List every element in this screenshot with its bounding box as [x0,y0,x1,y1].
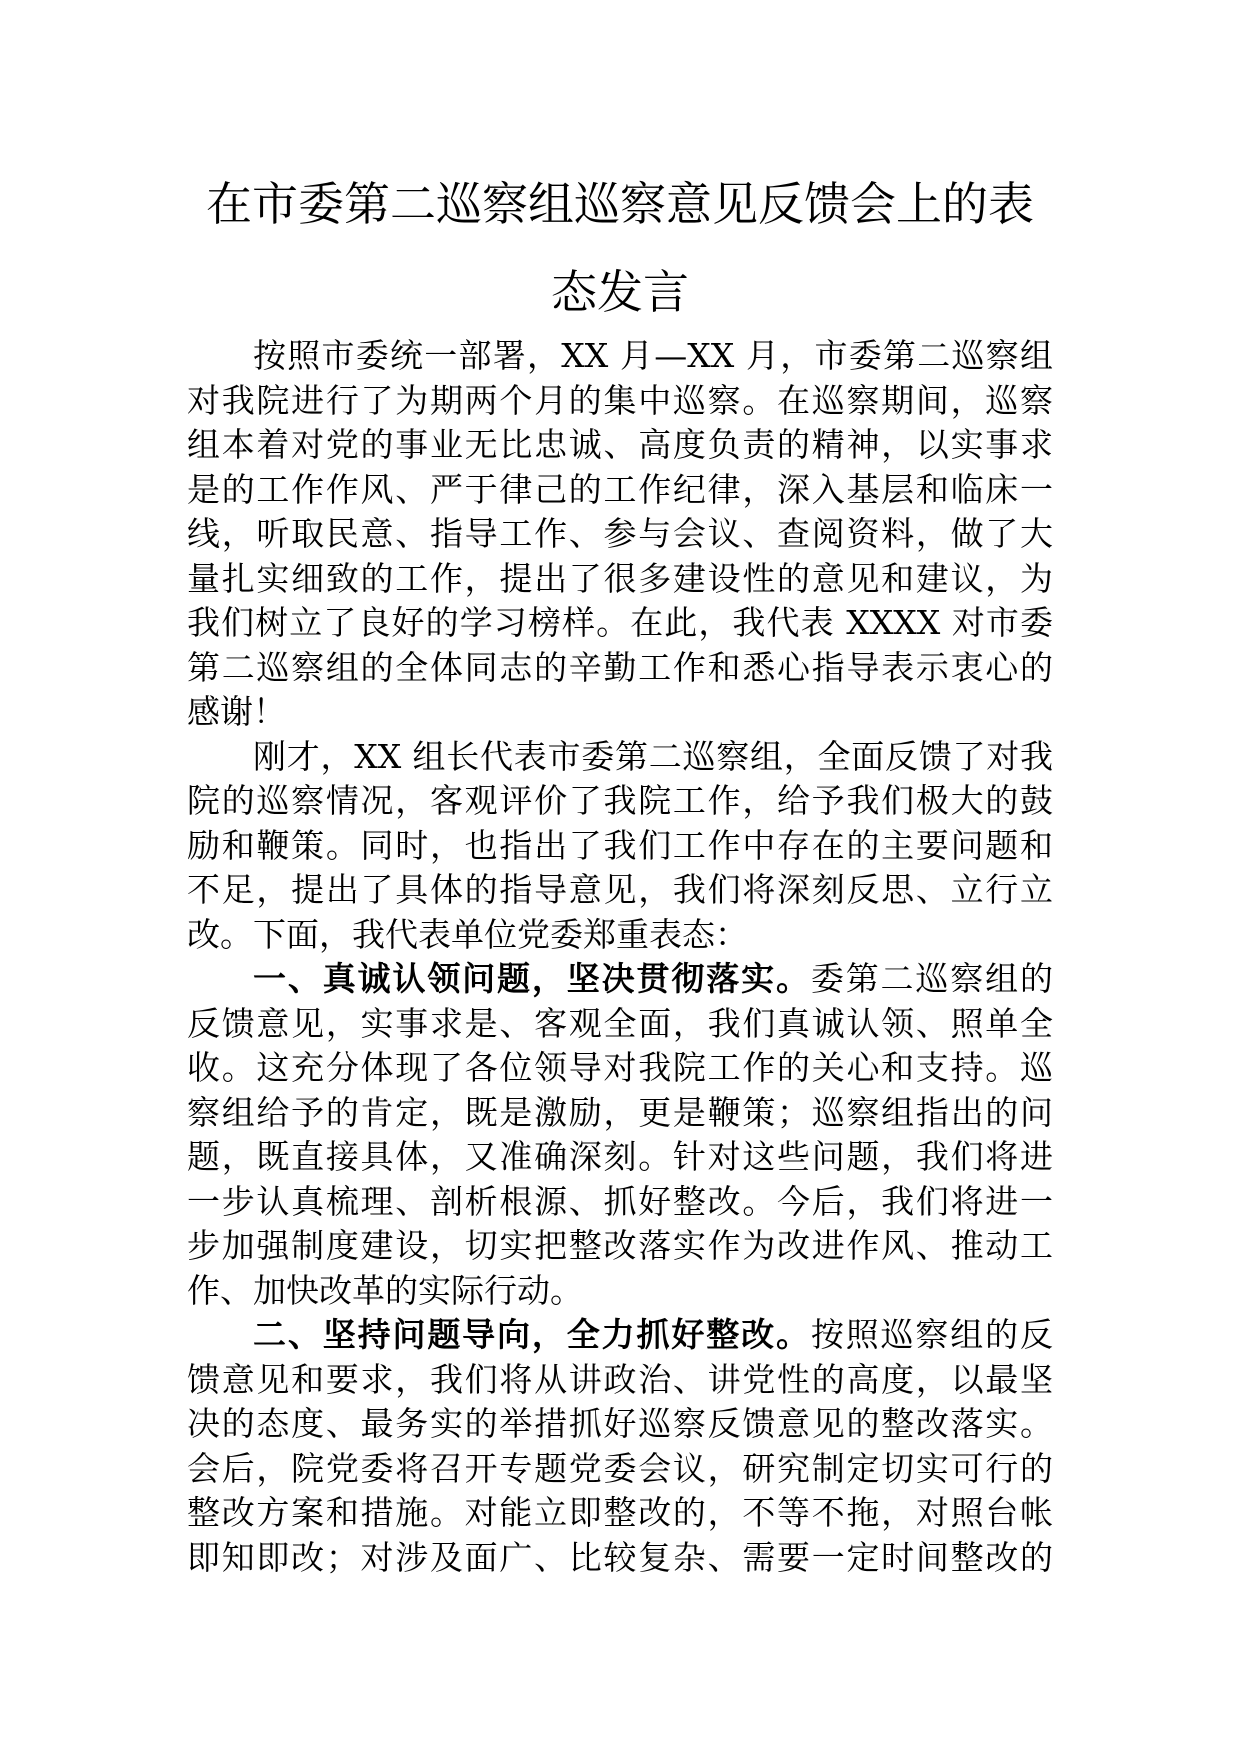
paragraph-line: 一步认真梳理、剖析根源、抓好整改。今后，我们将进一 [187,1181,1053,1221]
paragraph-line: 励和鞭策。同时，也指出了我们工作中存在的主要问题和 [187,825,1053,865]
paragraph-line: 步加强制度建设，切实把整改落实作为改进作风、推动工 [187,1226,1053,1265]
paragraph-line: 整改方案和措施。对能立即整改的，不等不拖，对照台帐 [187,1493,1053,1532]
paragraph-line: 收。这充分体现了各位领导对我院工作的关心和支持。巡 [187,1048,1053,1087]
paragraph-line: 是的工作作风、严于律己的工作纪律，深入基层和临床一 [187,469,1053,509]
paragraph-line: 题，既直接具体，又准确深刻。针对这些问题，我们将进 [187,1137,1053,1176]
paragraph-line: 量扎实细致的工作，提出了很多建设性的意见和建议，为 [187,558,1053,598]
title-line: 态发言 [551,265,689,319]
paragraph-line: 不足，提出了具体的指导意见，我们将深刻反思、立行立 [187,870,1053,909]
paragraph-line: 作、加快改革的实际行动。 [187,1270,583,1310]
paragraph-line: 感谢！ [187,692,286,731]
paragraph-line: 我们树立了良好的学习榜样。在此，我代表 XXXX 对市委 [187,603,1053,642]
paragraph-line: 组本着对党的事业无比忠诚、高度负责的精神，以实事求 [187,425,1053,464]
paragraph-line: 线，听取民意、指导工作、参与会议、查阅资料，做了大 [187,514,1053,553]
section-heading: 二、坚持问题导向，全力抓好整改。 [253,1315,811,1354]
paragraph-line: 院的巡察情况，客观评价了我院工作，给予我们极大的鼓 [187,781,1053,820]
paragraph-line: 改。下面，我代表单位党委郑重表态： [187,914,748,954]
paragraph-line: 反馈意见，实事求是、客观全面，我们真诚认领、照单全 [187,1003,1053,1043]
paragraph-line [187,1313,1053,1358]
paragraph-line [187,957,1053,1002]
paragraph-line: 按照市委统一部署，XX 月—XX 月，市委第二巡察组 [253,336,1053,375]
paragraph-line: 即知即改；对涉及面广、比较复杂、需要一定时间整改的 [187,1537,1053,1577]
document-title [140,160,1100,336]
paragraph-line: 对我院进行了为期两个月的集中巡察。在巡察期间，巡察 [187,380,1053,420]
document-body [187,334,1053,1580]
title-line: 在市委第二巡察组巡察意见反馈会上的表 [206,177,1034,231]
paragraph-line: 会后，院党委将召开专题党委会议，研究制定切实可行的 [187,1448,1053,1488]
paragraph-text: 按照巡察组的反 [810,1315,1054,1354]
paragraph-line: 察组给予的肯定，既是激励，更是鞭策；巡察组指出的问 [187,1092,1053,1132]
paragraph-line: 决的态度、最务实的举措抓好巡察反馈意见的整改落实。 [187,1404,1053,1443]
paragraph-line: 第二巡察组的全体同志的辛勤工作和悉心指导表示衷心的 [187,647,1053,687]
paragraph-text: 委第二巡察组的 [810,959,1054,998]
paragraph-line: 馈意见和要求，我们将从讲政治、讲党性的高度，以最坚 [187,1359,1053,1399]
section-heading: 一、真诚认领问题，坚决贯彻落实。 [253,959,811,998]
paragraph-line: 刚才，XX 组长代表市委第二巡察组，全面反馈了对我 [253,736,1053,776]
